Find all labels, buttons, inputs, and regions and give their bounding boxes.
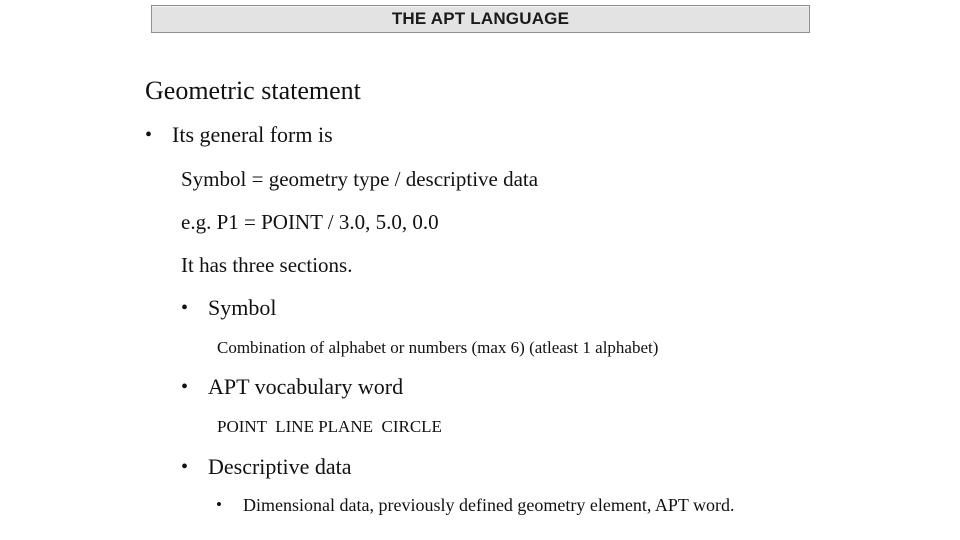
bullet-icon: • <box>145 124 153 146</box>
general-form-example: e.g. P1 = POINT / 3.0, 5.0, 0.0 <box>181 210 439 234</box>
general-form-label: Its general form is <box>172 122 333 147</box>
section-symbol-label: Symbol <box>208 295 277 320</box>
bullet-icon: • <box>181 376 189 398</box>
bullet-icon: • <box>181 297 189 319</box>
bullet-icon: • <box>216 495 222 514</box>
slide-title: THE APT LANGUAGE <box>391 9 570 28</box>
section-heading: Geometric statement <box>145 76 361 105</box>
bullet-icon: • <box>181 456 189 478</box>
section-descriptive-description: Dimensional data, previously defined geometry element, APT word. <box>243 495 735 515</box>
title-bar <box>151 5 810 33</box>
section-vocabulary-description: POINT LINE PLANE CIRCLE <box>217 417 442 436</box>
general-form-syntax: Symbol = geometry type / descriptive data <box>181 167 539 191</box>
section-descriptive-label: Descriptive data <box>208 454 352 479</box>
section-vocabulary-label: APT vocabulary word <box>208 374 404 399</box>
section-symbol-description: Combination of alphabet or numbers (max 6) (atleast 1 alphabet) <box>217 338 659 357</box>
sections-intro: It has three sections. <box>181 253 353 277</box>
